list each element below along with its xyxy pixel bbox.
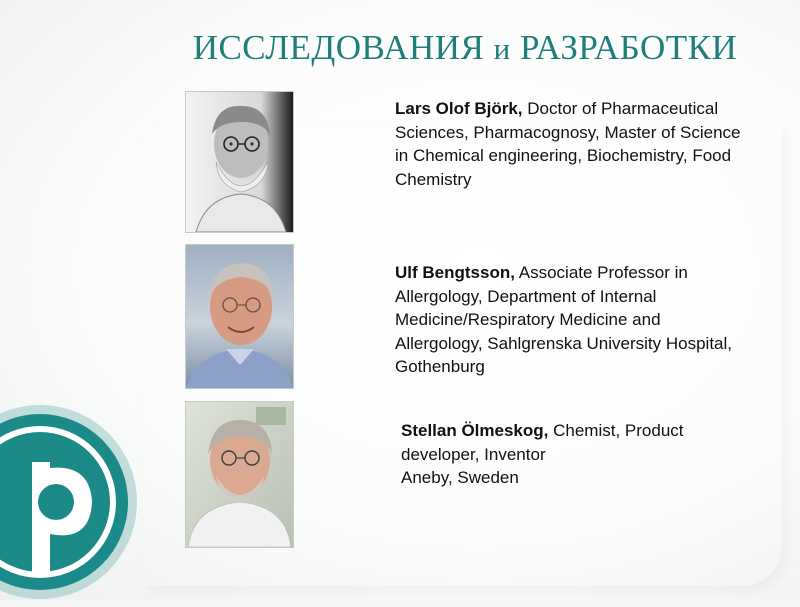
person-description: Doctor of Pharmaceutical Sciences, Pharmacognosy, Master of Science in Chemical engineering, Biochemistry, Food Chemistry — [395, 99, 741, 189]
person-description-line1: Chemist, Product developer, Inventor — [401, 421, 684, 464]
title-part2: РАЗРАБОТКИ — [519, 28, 738, 67]
person-name: Lars Olof Björk, — [395, 99, 523, 118]
person-name: Stellan Ölmeskog, — [401, 421, 549, 440]
portrait-photo-ulf-bengtsson — [185, 244, 294, 389]
bio-ulf-bengtsson — [395, 261, 740, 379]
bio-lars-olof-bjork — [395, 97, 745, 191]
title-part1: ИССЛЕДОВАНИЯ — [192, 28, 485, 67]
bio-stellan-olmeskog — [401, 419, 751, 490]
slide-title — [0, 28, 800, 68]
person-description: Associate Professor in Allergology, Department of Internal Medicine/Respiratory Medicine and Allergology, Sahlgrenska University Hospital, Gothenburg — [395, 263, 733, 376]
person-location: Aneby, Sweden — [401, 468, 519, 487]
person-name: Ulf Bengtsson, — [395, 263, 515, 282]
p-logo-icon — [0, 402, 140, 602]
portrait-photo-stellan-olmeskog — [185, 401, 294, 548]
title-conjunction: и — [493, 31, 511, 66]
portrait-photo-lars-olof-bjork — [185, 91, 294, 233]
